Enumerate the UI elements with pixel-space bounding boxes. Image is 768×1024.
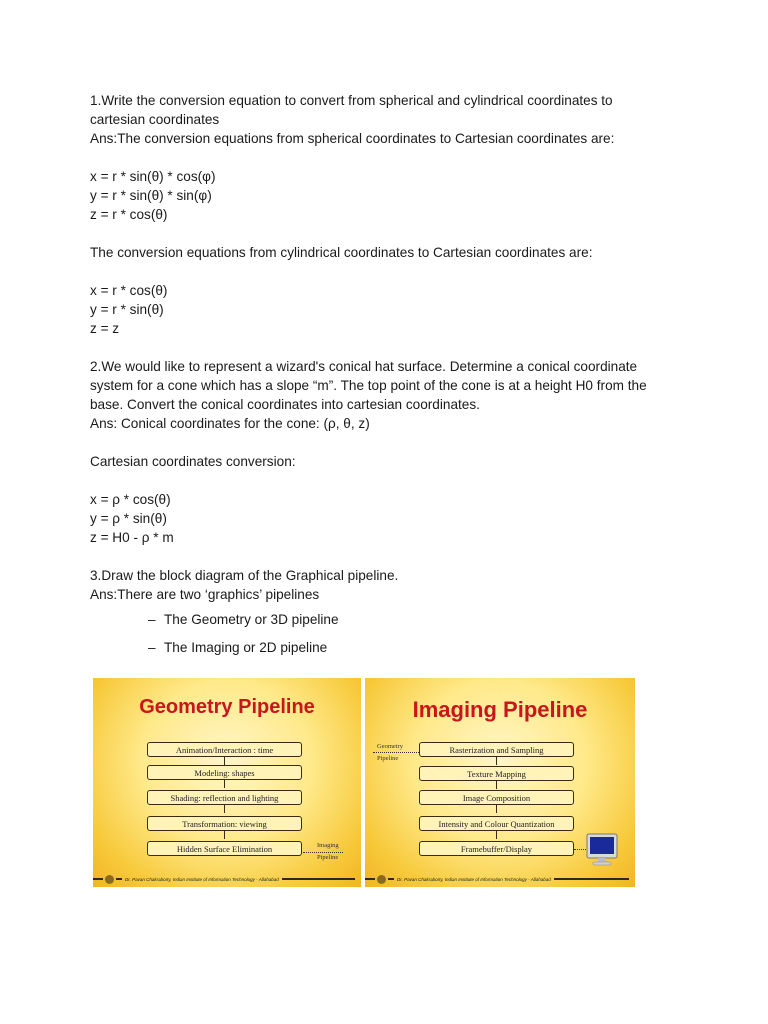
side-label: Pipeline	[317, 854, 339, 861]
equation-line: y = r * sin(θ) * sin(φ)	[90, 188, 212, 203]
pipeline-stage: Modeling: shapes	[147, 765, 302, 780]
pipeline-stage: Rasterization and Sampling	[419, 742, 574, 757]
q2-answer: Ans: Conical coordinates for the cone: (ρ, θ, z)	[90, 416, 370, 431]
q1-answer-intro: Ans:The conversion equations from spherical coordinates to Cartesian coordinates are:	[90, 131, 615, 146]
slide-title: Geometry Pipeline	[139, 696, 315, 718]
footer-text: Dr. Pavan Chakraborty, Indian Institute of Information Technology - Allahabad	[397, 876, 551, 882]
connector	[496, 757, 497, 765]
dash-marker: –	[148, 612, 156, 627]
equation-line: x = ρ * cos(θ)	[90, 492, 171, 507]
side-label: Geometry	[377, 743, 403, 750]
equation-line: x = r * sin(θ) * cos(φ)	[90, 169, 216, 184]
pipeline-stage: Texture Mapping	[419, 766, 574, 781]
connector	[224, 780, 225, 788]
bullet-item	[90, 638, 690, 657]
slide-title: Imaging Pipeline	[412, 697, 588, 722]
equation-line: z = z	[90, 321, 120, 336]
equation-line: y = ρ * sin(θ)	[90, 511, 167, 526]
pipeline-stage: Framebuffer/Display	[419, 841, 574, 856]
q3-answer: Ans:There are two ‘graphics’ pipelines	[90, 587, 320, 602]
pipeline-stage: Image Composition	[419, 790, 574, 805]
dotted-arrow	[373, 752, 419, 753]
connector	[224, 757, 225, 765]
geometry-pipeline-slide	[93, 678, 361, 887]
institute-seal-icon	[377, 875, 386, 884]
institute-seal-icon	[105, 875, 114, 884]
q1-question-line1: 1.Write the conversion equation to convert from spherical and cylindrical coordinates to	[90, 93, 613, 108]
slide-footer	[93, 875, 361, 883]
footer-text: Dr. Pavan Chakraborty, Indian Institute of Information Technology - Allahabad	[125, 876, 279, 882]
equation-line: x = r * cos(θ)	[90, 283, 168, 298]
bullet-text: The Geometry or 3D pipeline	[164, 612, 339, 627]
pipeline-stage: Shading: reflection and lighting	[147, 790, 302, 805]
connector	[224, 805, 225, 813]
q2-question-line2: system for a cone which has a slope “m”. The top point of the cone is at a height H0 from the	[90, 378, 647, 393]
connector	[224, 831, 225, 839]
q2-conversion-intro: Cartesian coordinates conversion:	[90, 454, 296, 469]
bullet-item	[90, 610, 690, 629]
q3-question: 3.Draw the block diagram of the Graphical pipeline.	[90, 568, 399, 583]
pipeline-stage: Animation/Interaction : time	[147, 742, 302, 757]
q1-question-line2: cartesian coordinates	[90, 112, 220, 127]
pipeline-stage: Intensity and Colour Quantization	[419, 816, 574, 831]
q2-question-line3: base. Convert the conical coordinates into cartesian coordinates.	[90, 397, 480, 412]
slide-footer	[365, 875, 635, 883]
equation-line: y = r * sin(θ)	[90, 302, 164, 317]
pipeline-stage: Transformation: viewing	[147, 816, 302, 831]
connector	[496, 805, 497, 813]
pipeline-stage: Hidden Surface Elimination	[147, 841, 302, 856]
dash-marker: –	[148, 640, 156, 655]
q1-cylindrical-intro: The conversion equations from cylindrical coordinates to Cartesian coordinates are:	[90, 245, 593, 260]
q2-question-line1: 2.We would like to represent a wizard's conical hat surface. Determine a conical coordinate	[90, 359, 638, 374]
side-label: Pipeline	[377, 755, 399, 762]
monitor-icon	[585, 833, 619, 867]
equation-line: z = r * cos(θ)	[90, 207, 168, 222]
connector	[496, 781, 497, 789]
side-label: Imaging	[317, 842, 339, 849]
document-body	[90, 91, 690, 659]
bullet-text: The Imaging or 2D pipeline	[164, 640, 328, 655]
equation-line: z = H0 - ρ * m	[90, 530, 174, 545]
connector	[496, 831, 497, 839]
imaging-pipeline-slide	[365, 678, 635, 887]
